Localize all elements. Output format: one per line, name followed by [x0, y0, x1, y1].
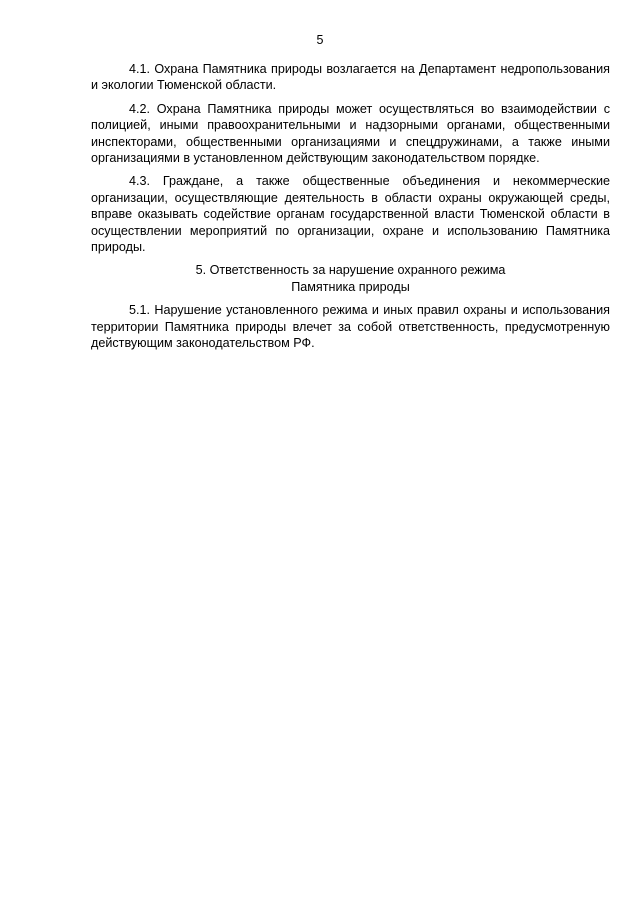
section-5-heading-line-1: 5. Ответственность за нарушение охранного режима [195, 263, 506, 278]
paragraph-4-1: 4.1. Охрана Памятника природы возлагается на Департамент недропользования и экологии Тюменской области. [91, 62, 610, 93]
page-number: 5 [316, 33, 324, 47]
section-5-heading-line-2: Памятника природы [291, 279, 410, 294]
paragraph-5-1: 5.1. Нарушение установленного режима и иных правил охраны и использования территории Памятника природы влечет за собой ответственность, предусмотренную действующим законодательством РФ. [91, 303, 610, 351]
paragraph-4-2: 4.2. Охрана Памятника природы может осуществляться во взаимодействии с полицией, иными правоохранительными и надзорными органами, общественными инспекторами, общественными организациями и спецдружинами, а также иными организациями в установленном действующим законодательством порядке. [91, 101, 610, 166]
document-body [91, 61, 610, 359]
paragraph-4-3: 4.3. Граждане, а также общественные объединения и некоммерческие организации, осуществляющие деятельность в области охраны окружающей среды, вправе оказывать содействие органам государственной власти Тюменской области в осуществлении мероприятий по организации, охране и использованию Памятника природы. [91, 174, 610, 255]
section-5-heading [91, 262, 610, 295]
